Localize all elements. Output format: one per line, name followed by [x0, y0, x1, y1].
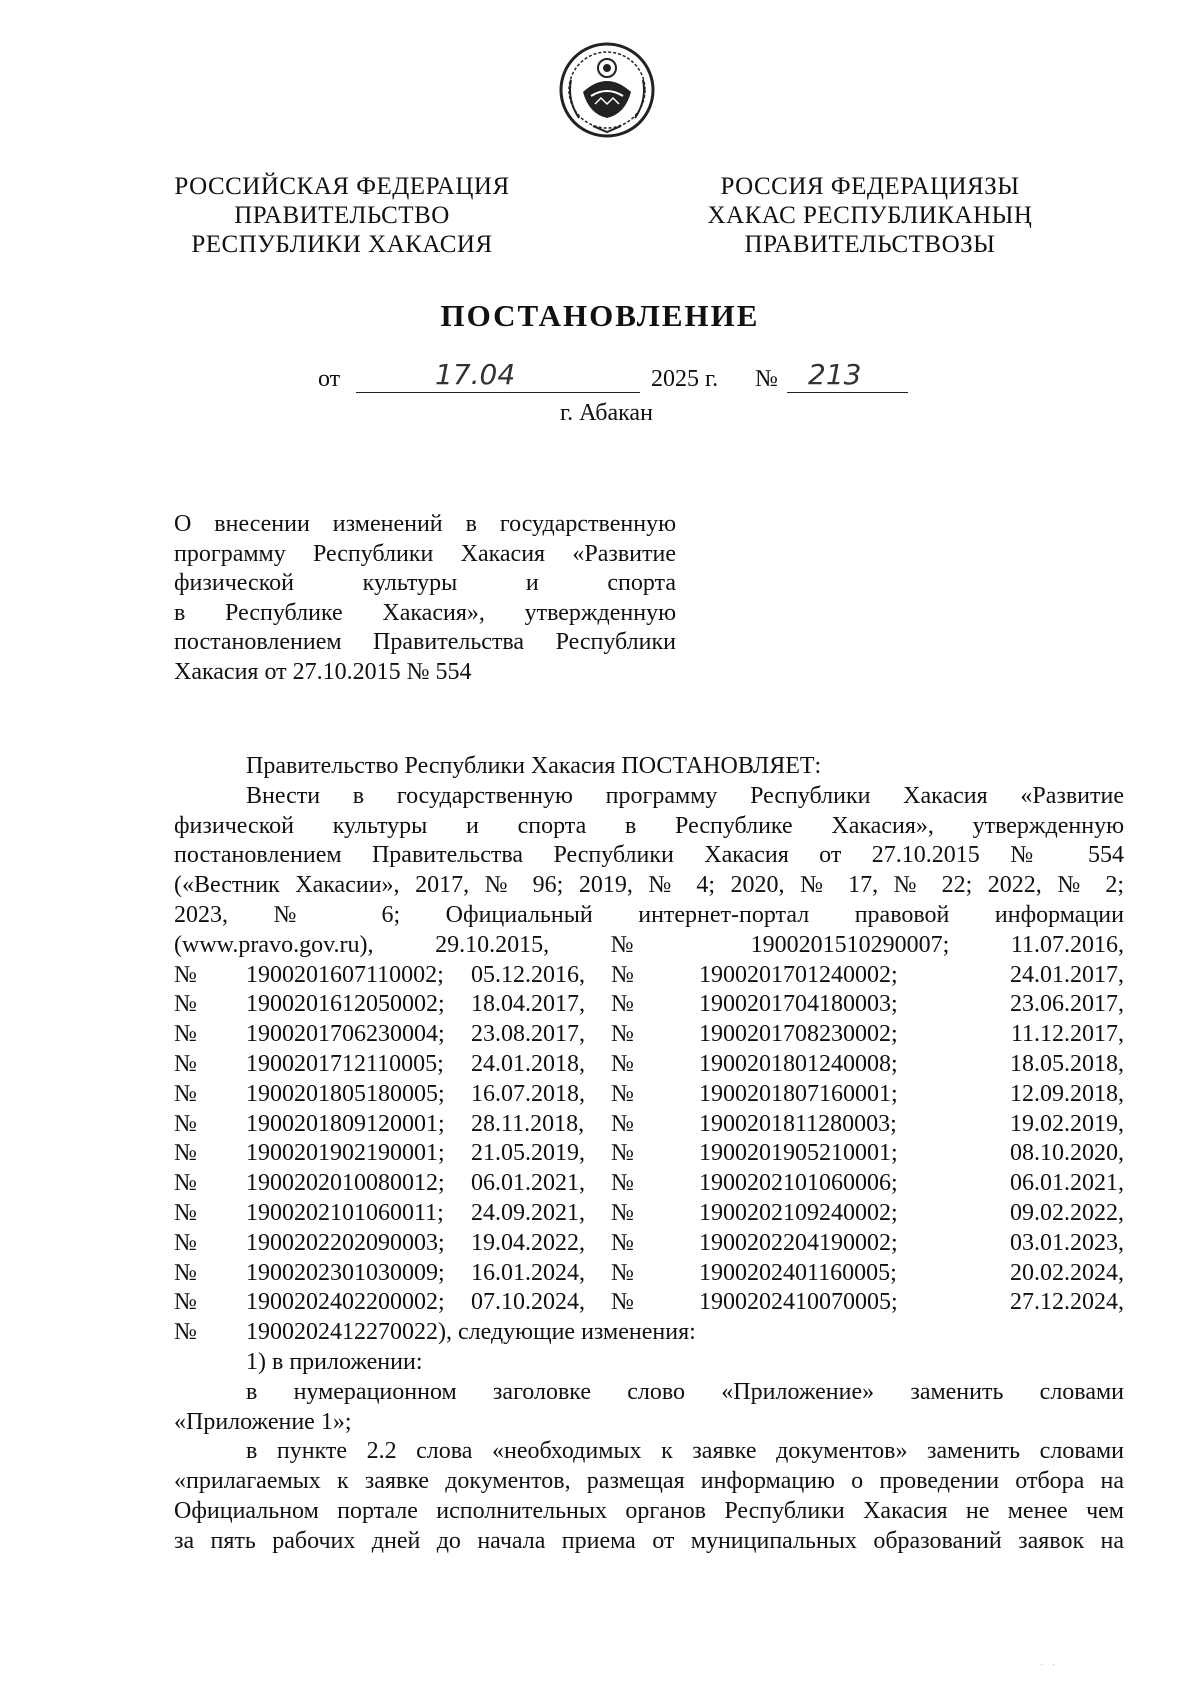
document-body — [174, 752, 1124, 1557]
publication-row — [174, 1199, 1124, 1229]
number-sign: № — [174, 1289, 197, 1316]
header-left-russian — [162, 172, 522, 259]
body-line: в нумерационном заголовке слово «Приложение» заменить словами — [246, 1378, 1124, 1405]
publication-id: 1900201704180003; — [699, 991, 898, 1018]
publication-date: 28.11.2018, — [471, 1110, 585, 1137]
body-line: «прилагаемых к заявке документов, размещая информацию о проведении отбора на — [174, 1468, 1124, 1495]
publication-date: 16.07.2018, — [471, 1080, 585, 1107]
publication-id: 1900202202090003; — [246, 1229, 445, 1256]
publication-row — [174, 1080, 1124, 1110]
publication-date: 19.04.2022, — [471, 1229, 585, 1256]
number-sign: № — [611, 1050, 634, 1077]
header-left-line: РЕСПУБЛИКИ ХАКАСИЯ — [191, 231, 493, 258]
subject-line: в Республике Хакасия», утвержденную — [174, 599, 676, 626]
number-sign: № — [611, 1021, 634, 1048]
document-year: 2025 г. — [651, 366, 719, 392]
publication-id: 1900201805180005; — [246, 1080, 445, 1107]
publication-date: 24.01.2018, — [471, 1050, 585, 1077]
last-publication: 1900202412270022), следующие изменения: — [246, 1319, 696, 1346]
number-sign: № — [611, 1289, 634, 1316]
publication-date: 23.06.2017, — [1010, 991, 1124, 1018]
number-sign: № — [174, 1021, 197, 1048]
publication-row — [174, 1229, 1124, 1259]
publication-id: 1900201612050002; — [246, 991, 445, 1018]
publication-id: 1900201905210001; — [699, 1140, 898, 1167]
number-sign: № — [174, 1319, 197, 1346]
publication-date: 05.12.2016, — [471, 961, 585, 988]
publication-id: 1900201701240002; — [699, 961, 898, 988]
publication-id: 1900201801240008; — [699, 1050, 898, 1077]
publication-id: 1900201706230004; — [246, 1021, 445, 1048]
publication-date: 11.12.2017, — [1010, 1021, 1124, 1048]
publication-date: 18.05.2018, — [1010, 1050, 1124, 1077]
publication-date: 24.01.2017, — [1010, 961, 1124, 988]
number-sign: № — [611, 1080, 634, 1107]
subject-line: О внесении изменений в государственную — [174, 511, 676, 537]
number-sign: № — [174, 1080, 197, 1107]
publication-list — [174, 961, 1124, 1319]
number-sign: № — [174, 1050, 197, 1077]
publication-id: 1900202410070005; — [699, 1289, 898, 1316]
body-line: 2023, № 6; Официальный интернет-портал правовой информации — [174, 901, 1124, 928]
publication-id: 1900202204190002; — [699, 1229, 898, 1256]
publication-row — [174, 1169, 1124, 1199]
publication-date: 24.09.2021, — [471, 1199, 585, 1226]
city-name: г. Абакан — [560, 400, 653, 426]
date-from-label: от — [318, 366, 341, 392]
publication-date: 09.02.2022, — [1010, 1199, 1124, 1226]
body-line: за пять рабочих дней до начала приема от муниципальных образований заявок на — [174, 1527, 1124, 1554]
number-sign: № — [611, 1199, 634, 1226]
number-sign: № — [611, 991, 634, 1018]
body-line: физической культуры и спорта в Республике Хакасия», утвержденную — [174, 812, 1124, 839]
number-sign: № — [611, 961, 634, 988]
number-sign: № — [174, 1140, 197, 1167]
resolve-statement: Правительство Республики Хакасия ПОСТАНОВЛЯЕТ: — [246, 753, 822, 779]
subject-line: программу Республики Хакасия «Развитие — [174, 540, 676, 567]
number-sign: № — [174, 961, 197, 988]
publication-date: 12.09.2018, — [1010, 1080, 1124, 1107]
number-sign: № — [174, 991, 197, 1018]
amendment-item: 1) в приложении: — [246, 1348, 423, 1375]
publication-row — [174, 1288, 1124, 1318]
publication-date: 08.10.2020, — [1010, 1140, 1124, 1167]
publication-id: 1900202401160005; — [699, 1259, 897, 1286]
subject-line: Хакасия от 27.10.2015 № 554 — [174, 658, 472, 685]
publication-date: 03.01.2023, — [1010, 1229, 1124, 1256]
publication-id: 1900201607110002; — [246, 961, 444, 988]
number-sign: № — [611, 1229, 634, 1256]
subject-line: постановлением Правительства Республики — [174, 629, 676, 655]
republic-of-khakassia-coat-of-arms-icon — [557, 40, 657, 140]
body-line: Внести в государственную программу Республики Хакасия «Развитие — [246, 782, 1124, 809]
number-sign: № — [174, 1110, 197, 1137]
date-underline — [356, 392, 640, 393]
publication-row — [174, 1259, 1124, 1289]
publication-date: 20.02.2024, — [1010, 1259, 1124, 1286]
publication-row — [174, 1050, 1124, 1080]
publication-date: 21.05.2019, — [471, 1140, 585, 1167]
number-sign: № — [611, 1259, 634, 1286]
header-left-line: ПРАВИТЕЛЬСТВО — [234, 202, 450, 229]
body-line: «Приложение 1»; — [174, 1408, 352, 1435]
number-sign: № — [174, 1170, 197, 1197]
number-label: № — [755, 366, 778, 392]
publication-id: 1900202402200002; — [246, 1289, 445, 1316]
handwritten-date: 17.04 — [435, 358, 516, 391]
body-line: Официальном портале исполнительных органов Республики Хакасия не менее чем — [174, 1497, 1124, 1524]
number-sign: № — [174, 1199, 197, 1226]
publication-id: 1900201811280003; — [699, 1110, 897, 1137]
publication-id: 1900202301030009; — [246, 1259, 445, 1286]
publication-date: 23.08.2017, — [471, 1021, 585, 1048]
publication-id: 1900201712110005; — [246, 1050, 444, 1077]
publication-id: 1900202101060011; — [246, 1199, 444, 1226]
publication-id: 1900201902190001; — [246, 1140, 445, 1167]
header-right-khakas — [700, 172, 1040, 259]
publication-row — [174, 1139, 1124, 1169]
header-left-line: РОССИЙСКАЯ ФЕДЕРАЦИЯ — [174, 173, 510, 200]
publication-row — [174, 1020, 1124, 1050]
number-sign: № — [611, 1140, 634, 1167]
body-line — [174, 1318, 1124, 1348]
publication-date: 27.12.2024, — [1010, 1289, 1124, 1316]
body-line: постановлением Правительства Республики Хакасия от 27.10.2015 № 554 — [174, 842, 1124, 869]
publication-date: 16.01.2024, — [471, 1259, 585, 1286]
number-sign: № — [174, 1229, 197, 1256]
number-sign: № — [611, 1110, 634, 1137]
number-sign: № — [174, 1259, 197, 1286]
body-line: («Вестник Хакасии», 2017, № 96; 2019, № 4; 2020, № 17, № 22; 2022, № 2; — [174, 872, 1124, 899]
body-line: (www.pravo.gov.ru), 29.10.2015, № 1900201510290007; 11.07.2016, — [174, 931, 1124, 958]
header-right-line: ХАКАС РЕСПУБЛИКАНЫҢ — [707, 202, 1033, 229]
publication-row — [174, 961, 1124, 991]
header-right-line: ПРАВИТЕЛЬСТВОЗЫ — [744, 231, 996, 258]
publication-row — [174, 1110, 1124, 1140]
publication-id: 1900201807160001; — [699, 1080, 898, 1107]
subject-line: физической культуры и спорта — [174, 570, 676, 596]
header-right-line: РОССИЯ ФЕДЕРАЦИЯЗЫ — [720, 173, 1020, 200]
publication-date: 07.10.2024, — [471, 1289, 585, 1316]
number-sign: № — [611, 1170, 634, 1197]
publication-id: 1900201809120001; — [246, 1110, 445, 1137]
publication-date: 06.01.2021, — [1010, 1170, 1124, 1197]
page-edge-mark: · · — [1040, 1660, 1059, 1671]
publication-date: 06.01.2021, — [471, 1170, 585, 1197]
body-line: в пункте 2.2 слова «необходимых к заявке документов» заменить словами — [246, 1438, 1124, 1465]
document-title: ПОСТАНОВЛЕНИЕ — [440, 298, 760, 333]
number-underline — [787, 392, 908, 393]
publication-id: 1900201708230002; — [699, 1021, 898, 1048]
publication-id: 1900202109240002; — [699, 1199, 898, 1226]
publication-row — [174, 990, 1124, 1020]
publication-date: 18.04.2017, — [471, 991, 585, 1018]
publication-id: 1900202010080012; — [246, 1170, 445, 1197]
publication-id: 1900202101060006; — [699, 1170, 898, 1197]
publication-date: 19.02.2019, — [1010, 1110, 1124, 1137]
document-subject — [174, 510, 676, 687]
handwritten-number: 213 — [808, 358, 862, 391]
